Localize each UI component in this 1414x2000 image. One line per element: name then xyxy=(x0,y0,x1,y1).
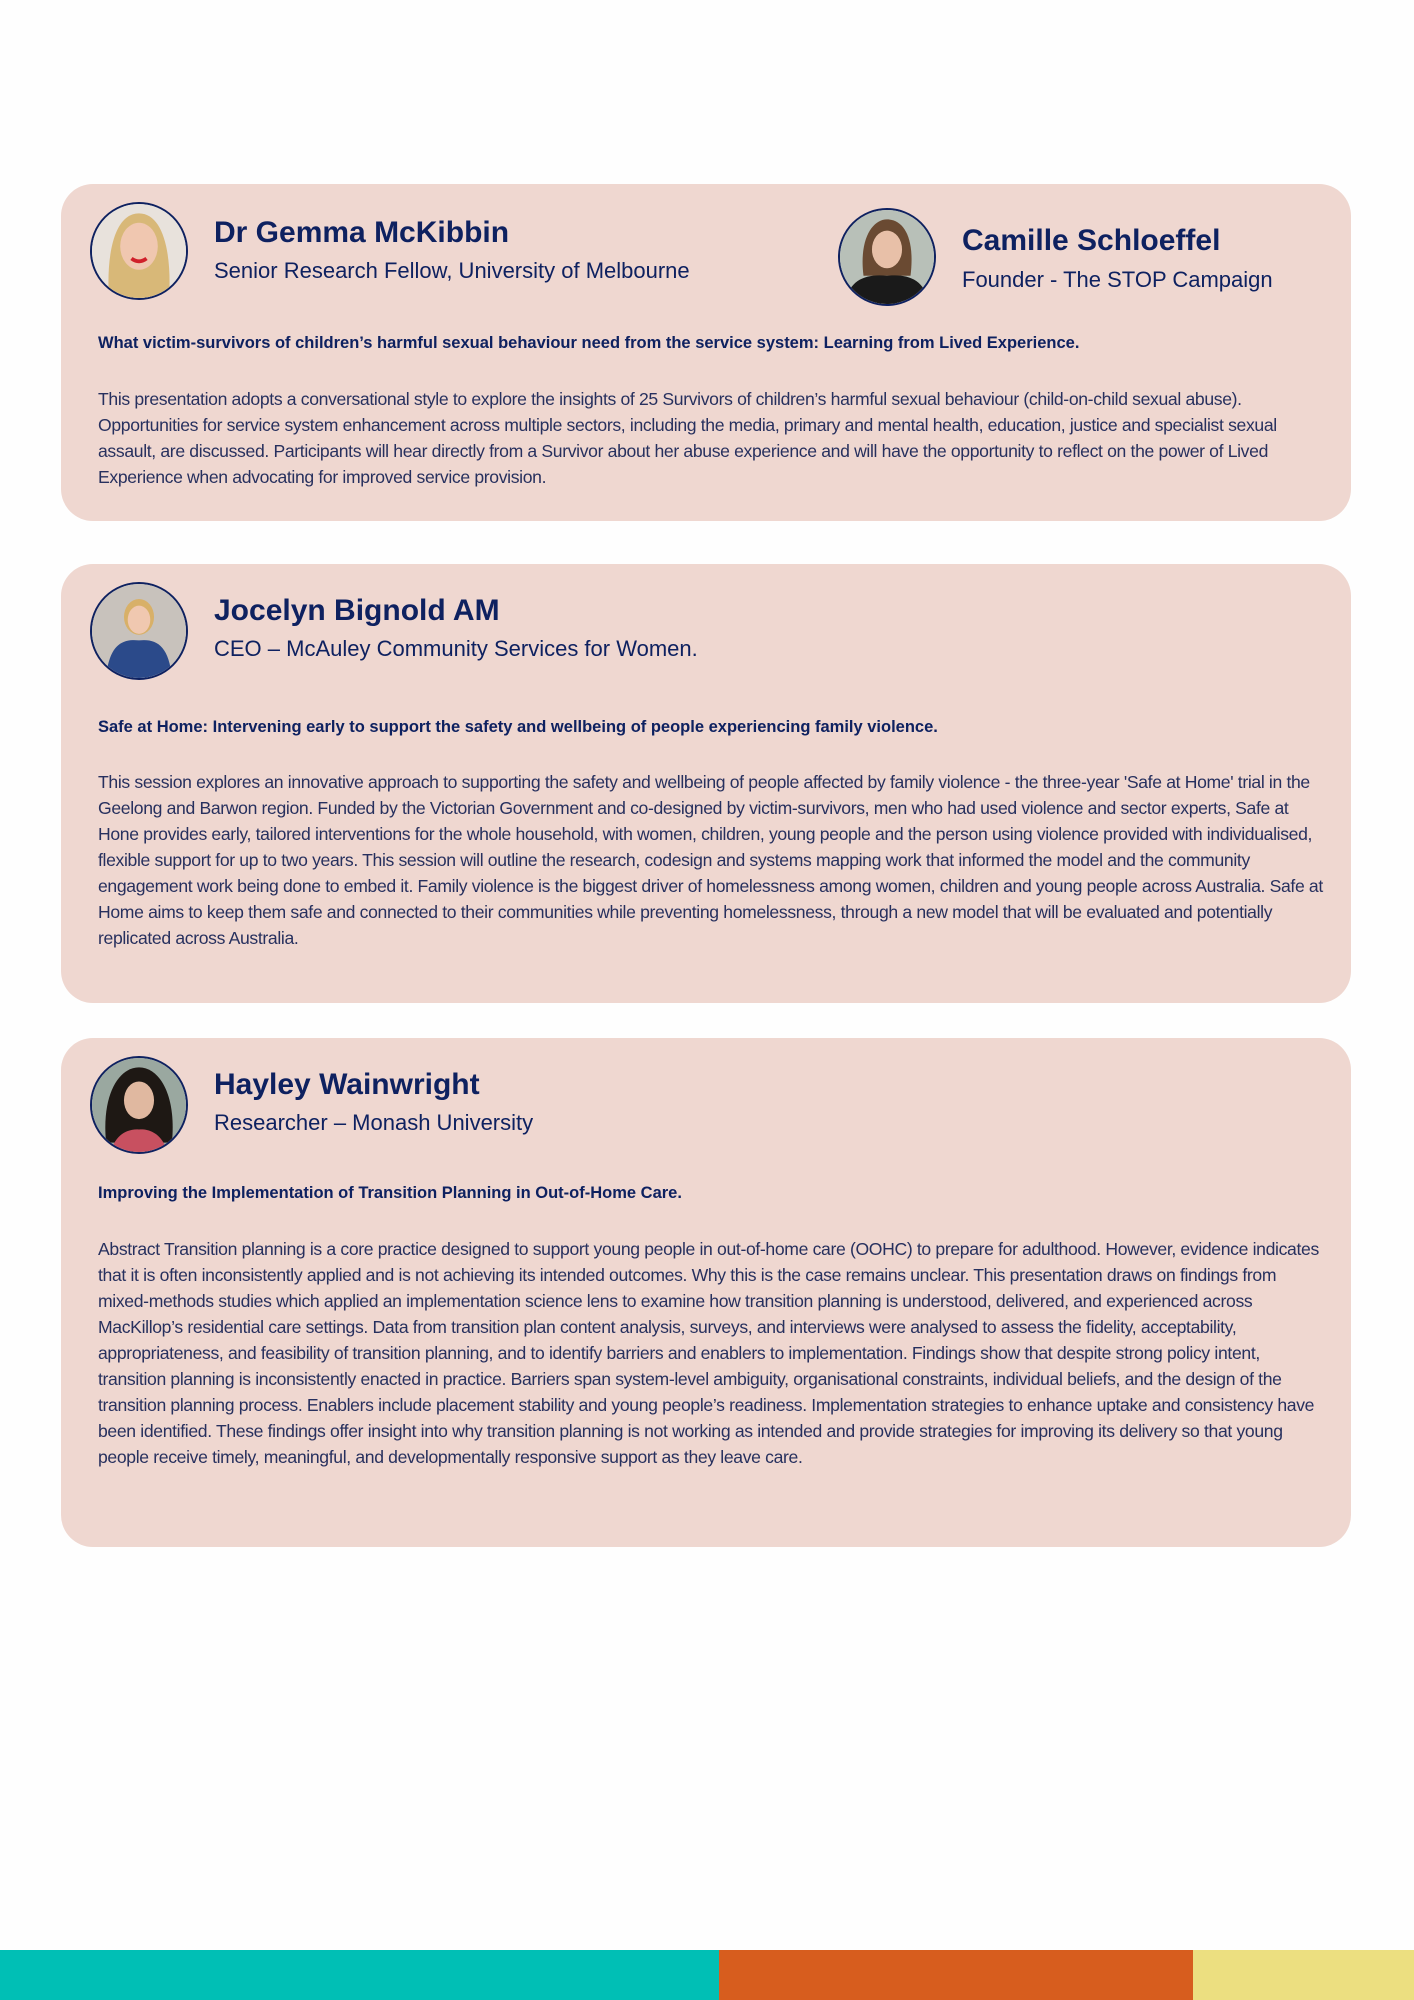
speaker-name: Jocelyn Bignold AM xyxy=(214,594,500,627)
footer-bar-teal xyxy=(0,1950,719,2000)
session-title: Safe at Home: Intervening early to support the safety and wellbeing of people experiencing family violence. xyxy=(98,718,938,736)
session-abstract: This session explores an innovative approach to supporting the safety and wellbeing of people affected by family violence - the three-year 'Safe at Home' trial in the Geelong and Barwon region. Funded by the Victorian Government and co-designed by victim-survivors, men who had used violence and sector experts, Safe at Hone provides early, tailored interventions for the whole household, with women, children, young people and the person using violence provided with individualised, flexible support for up to two years. This session will outline the research, codesign and systems mapping work that informed the model and the community engagement work being done to embed it. Family violence is the biggest driver of homelessness among women, children and young people across Australia. Safe at Home aims to keep them safe and connected to their communities while preventing homelessness, through a new model that will be evaluated and potentially replicated across Australia. xyxy=(98,772,1323,948)
footer-bar-yellow xyxy=(1193,1950,1414,2000)
session-card-3 xyxy=(61,1038,1351,1547)
speaker-name: Hayley Wainwright xyxy=(214,1068,480,1101)
speaker-role: Senior Research Fellow, University of Melbourne xyxy=(214,258,690,283)
session-card-2 xyxy=(61,564,1351,1003)
speaker-photo-gemma xyxy=(90,202,188,300)
speaker-name: Dr Gemma McKibbin xyxy=(214,216,510,249)
speaker-role: Researcher – Monash University xyxy=(214,1110,534,1135)
session-abstract: Abstract Transition planning is a core practice designed to support young people in out-of-home care (OOHC) to prepare for adulthood. However, evidence indicates that it is often inconsistently applied and is not achieving its intended outcomes. Why this is the case remains unclear. This presentation draws on findings from mixed-methods studies which applied an implementation science lens to examine how transition planning is understood, delivered, and experienced across MacKillop’s residential care settings. Data from transition plan content analysis, surveys, and interviews were analysed to assess the fidelity, acceptability, appropriateness, and feasibility of transition planning, and to identify barriers and enablers to implementation. Findings show that despite strong policy intent, transition planning is inconsistently enacted in practice. Barriers span system-level ambiguity, organisational constraints, individual beliefs, and the design of the transition planning process. Enablers include placement stability and young people’s readiness. Implementation strategies to enhance uptake and consistency have been identified. These findings offer insight into why transition planning is not working as intended and provide strategies for improving its delivery so that young people receive timely, meaningful, and developmentally responsive support as they leave care. xyxy=(98,1239,1319,1467)
session-card-1 xyxy=(61,184,1351,521)
speaker-role: Founder - The STOP Campaign xyxy=(962,267,1273,292)
speaker-photo-jocelyn xyxy=(90,582,188,680)
footer-bar-orange xyxy=(719,1950,1193,2000)
speaker-name: Camille Schloeffel xyxy=(962,224,1221,257)
session-abstract: This presentation adopts a conversational style to explore the insights of 25 Survivors of children’s harmful sexual behaviour (child-on-child sexual abuse). Opportunities for service system enhancement across multiple sectors, including the media, primary and mental health, education, justice and specialist sexual assault, are discussed. Participants will hear directly from a Survivor about her abuse experience and will have the opportunity to reflect on the power of Lived Experience when advocating for improved service provision. xyxy=(98,389,1277,487)
session-title: What victim-survivors of children’s harmful sexual behaviour need from the service system: Learning from Lived Experience. xyxy=(98,334,1080,352)
speaker-role: CEO – McAuley Community Services for Women. xyxy=(214,636,698,661)
speaker-photo-camille xyxy=(838,208,936,306)
speaker-photo-hayley xyxy=(90,1056,188,1154)
session-title: Improving the Implementation of Transition Planning in Out-of-Home Care. xyxy=(98,1184,682,1202)
